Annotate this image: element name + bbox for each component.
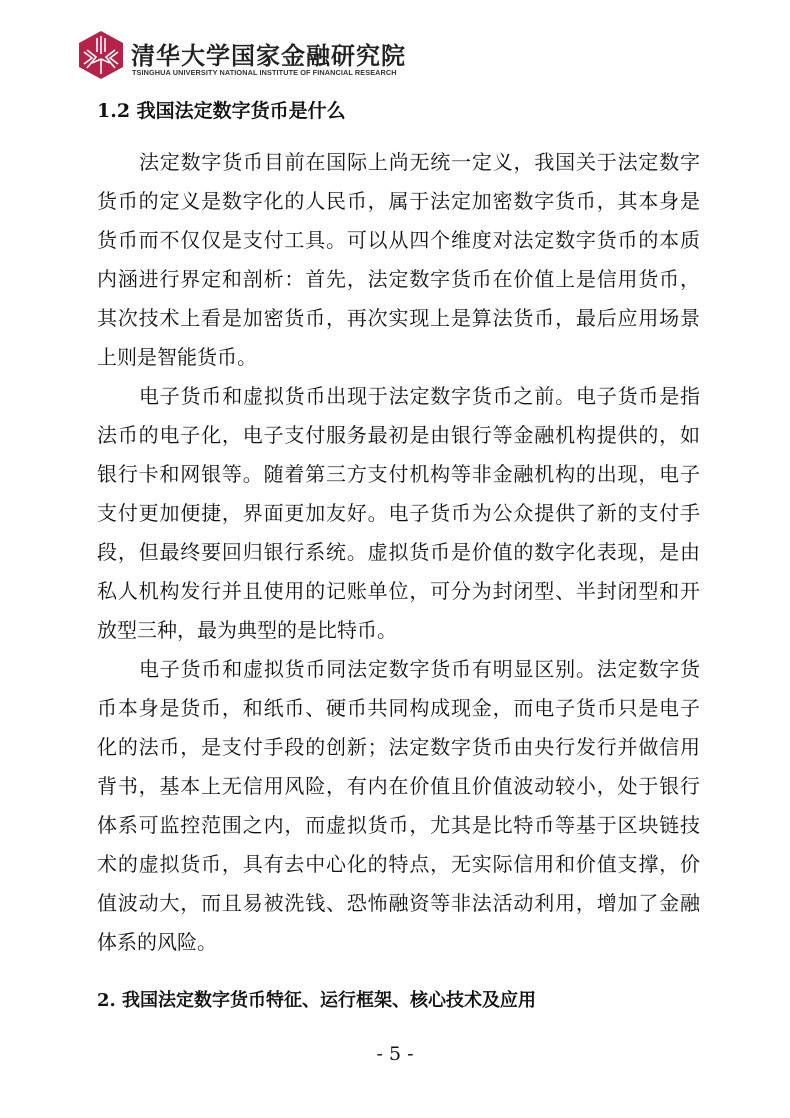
paragraph-line: 上则是智能货币。 (97, 345, 257, 369)
institute-logo (78, 30, 124, 80)
paragraph-line: 银行卡和网银等。随着第三方支付机构等非金融机构的出现，电子 (97, 462, 700, 486)
paragraph (97, 143, 700, 377)
paragraph (97, 650, 700, 962)
body-text (97, 143, 700, 962)
paragraph-line: 术的虚拟货币，具有去中心化的特点，无实际信用和价值支撑，价 (97, 852, 700, 876)
paragraph-line: 其次技术上看是加密货币，再次实现上是算法货币，最后应用场景 (97, 306, 700, 330)
paragraph-line: 货币而不仅仅是支付工具。可以从四个维度对法定数字货币的本质 (97, 228, 700, 252)
paragraph-line: 值波动大，而且易被洗钱、恐怖融资等非法活动利用，增加了金融 (97, 891, 700, 915)
org-name-en: TSINGHUA UNIVERSITY NATIONAL INSTITUTE OF FINANCIAL RESEARCH (132, 68, 397, 77)
paragraph-line: 体系可监控范围之内，而虚拟货币，尤其是比特币等基于区块链技 (97, 813, 700, 837)
paragraph-line: 背书，基本上无信用风险，有内在价值且价值波动较小，处于银行 (97, 774, 700, 798)
paragraph-line: 电子货币和虚拟货币同法定数字货币有明显区别。法定数字货 (139, 657, 700, 681)
paragraph-line: 货币的定义是数字化的人民币，属于法定加密数字货币，其本身是 (97, 189, 700, 213)
paragraph-line: 支付更加便捷，界面更加友好。电子货币为公众提供了新的支付手 (97, 501, 700, 525)
org-name-cn: 清华大学国家金融研究院 (131, 42, 406, 70)
paragraph-line: 体系的风险。 (97, 930, 217, 954)
paragraph-line: 化的法币，是支付手段的创新；法定数字货币由央行发行并做信用 (97, 735, 700, 759)
section-heading: 1.2 我国法定数字货币是什么 (97, 100, 346, 122)
paragraph-line: 法币的电子化，电子支付服务最初是由银行等金融机构提供的，如 (97, 423, 700, 447)
paragraph (97, 377, 700, 650)
next-section-heading: 2. 我国法定数字货币特征、运行框架、核心技术及应用 (97, 990, 537, 1011)
page-number: - 5 - (376, 1043, 414, 1065)
paragraph-line: 内涵进行界定和剖析：首先，法定数字货币在价值上是信用货币， (97, 267, 700, 291)
paragraph-line: 放型三种，最为典型的是比特币。 (97, 618, 397, 642)
paragraph-line: 电子货币和虚拟货币出现于法定数字货币之前。电子货币是指 (139, 384, 700, 408)
paragraph-line: 法定数字货币目前在国际上尚无统一定义，我国关于法定数字 (139, 150, 700, 174)
paragraph-line: 币本身是货币，和纸币、硬币共同构成现金，而电子货币只是电子 (97, 696, 700, 720)
paragraph-line: 段，但最终要回归银行系统。虚拟货币是价值的数字化表现，是由 (97, 540, 700, 564)
paragraph-line: 私人机构发行并且使用的记账单位，可分为封闭型、半封闭型和开 (97, 579, 700, 603)
